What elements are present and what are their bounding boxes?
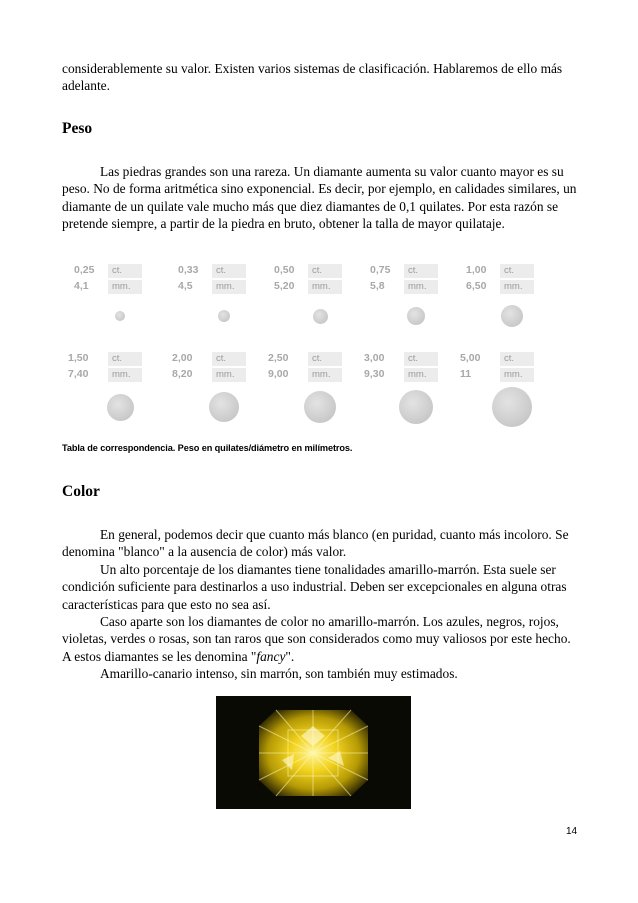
color-paragraph-1: En general, podemos decir que cuanto más blanco (en puridad, cuanto más incoloro. Se denomina "blanco" a la ausencia de color) más valor. <box>62 527 569 560</box>
diameter-value: 4,1 <box>74 280 89 292</box>
heading-color: Color <box>62 483 100 500</box>
unit-mm-label: mm. <box>404 280 438 294</box>
diameter-value: 5,8 <box>370 280 385 292</box>
unit-ct-label: ct. <box>108 352 142 366</box>
peso-paragraph <box>62 163 582 233</box>
carat-value: 1,00 <box>466 264 487 276</box>
carat-value: 0,75 <box>370 264 391 276</box>
heading-peso: Peso <box>62 120 93 137</box>
unit-mm-label: mm. <box>404 368 438 382</box>
diameter-value: 5,20 <box>274 280 295 292</box>
unit-mm-label: mm. <box>500 280 534 294</box>
intro-paragraph <box>62 60 582 95</box>
table-caption: Tabla de correspondencia. Peso en quilates/diámetro en milímetros. <box>62 443 353 453</box>
diameter-value: 9,00 <box>268 368 289 380</box>
table-cell <box>454 343 546 419</box>
unit-ct-label: ct. <box>308 264 342 278</box>
unit-mm-label: mm. <box>308 368 342 382</box>
carat-value: 2,00 <box>172 352 193 364</box>
unit-mm-label: mm. <box>500 368 534 382</box>
peso-text: Las piedras grandes son una rareza. Un diamante aumenta su valor cuanto mayor es su peso. No de forma aritmética sino exponencial. Es decir, por ejemplo, en calidades similares, un diamante de un quilate vale mucho más que diez diamantes de 0,1 quilates. Por esta razón se pretende siempre, a partir de la piedra en bruto, obtener la talla de mayor quilataje. <box>62 164 577 232</box>
unit-mm-label: mm. <box>308 280 342 294</box>
unit-ct-label: ct. <box>404 264 438 278</box>
fancy-emphasis: fancy <box>256 648 286 664</box>
page-number: 14 <box>566 826 578 837</box>
table-cell <box>262 255 354 331</box>
carat-value: 0,25 <box>74 264 95 276</box>
unit-ct-label: ct. <box>404 352 438 366</box>
fancy-text-after: ". <box>285 648 295 664</box>
table-cell <box>62 255 154 331</box>
diamond-size-circle <box>501 305 523 327</box>
color-paragraph-3 <box>62 613 582 665</box>
table-cell <box>166 343 258 419</box>
table-cell <box>358 255 450 331</box>
unit-ct-label: ct. <box>500 264 534 278</box>
diamond-size-circle <box>492 387 532 427</box>
carat-value: 0,33 <box>178 264 199 276</box>
carat-diameter-table <box>62 255 570 435</box>
diameter-value: 9,30 <box>364 368 385 380</box>
unit-mm-label: mm. <box>212 280 246 294</box>
color-section <box>62 526 582 683</box>
color-paragraph-2: Un alto porcentaje de los diamantes tiene tonalidades amarillo-marrón. Esta suele ser condición suficiente para destinarlos a uso industrial. Deben ser excepcionales en alguna otras características para que esto no sea así. <box>62 561 567 612</box>
fancy-text-before: Caso aparte son los diamantes de color no amarillo-marrón. Los azules, negros, rojos, violetas, verdes o rosas, son tan raros que son considerados como muy valiosos por este hecho. A estos diamantes se les denomina " <box>62 614 571 664</box>
carat-value: 2,50 <box>268 352 289 364</box>
diameter-value: 11 <box>460 368 472 380</box>
table-cell <box>454 255 546 331</box>
intro-text: considerablemente su valor. Existen varios sistemas de clasificación. Hablaremos de ello más adelante. <box>62 61 563 94</box>
table-cell <box>62 343 154 419</box>
table-cell <box>166 255 258 331</box>
diamond-size-circle <box>115 311 125 321</box>
diamond-size-circle <box>107 394 134 421</box>
unit-ct-label: ct. <box>108 264 142 278</box>
unit-mm-label: mm. <box>108 368 142 382</box>
unit-ct-label: ct. <box>212 352 246 366</box>
carat-value: 0,50 <box>274 264 295 276</box>
yellow-diamond-icon <box>216 696 411 809</box>
diamond-size-circle <box>407 307 425 325</box>
unit-mm-label: mm. <box>212 368 246 382</box>
unit-ct-label: ct. <box>308 352 342 366</box>
unit-ct-label: ct. <box>212 264 246 278</box>
color-paragraph-4: Amarillo-canario intenso, sin marrón, son también muy estimados. <box>100 666 458 682</box>
diameter-value: 4,5 <box>178 280 193 292</box>
table-cell <box>358 343 450 419</box>
table-cell <box>262 343 354 419</box>
carat-value: 5,00 <box>460 352 481 364</box>
diamond-size-circle <box>304 391 336 423</box>
unit-mm-label: mm. <box>108 280 142 294</box>
diamond-size-circle <box>313 309 328 324</box>
diamond-size-circle <box>399 390 433 424</box>
diamond-size-circle <box>218 310 230 322</box>
carat-value: 1,50 <box>68 352 89 364</box>
diameter-value: 8,20 <box>172 368 193 380</box>
unit-ct-label: ct. <box>500 352 534 366</box>
diameter-value: 7,40 <box>68 368 89 380</box>
carat-value: 3,00 <box>364 352 385 364</box>
diameter-value: 6,50 <box>466 280 487 292</box>
diamond-size-circle <box>209 392 239 422</box>
yellow-diamond-image <box>216 696 411 809</box>
